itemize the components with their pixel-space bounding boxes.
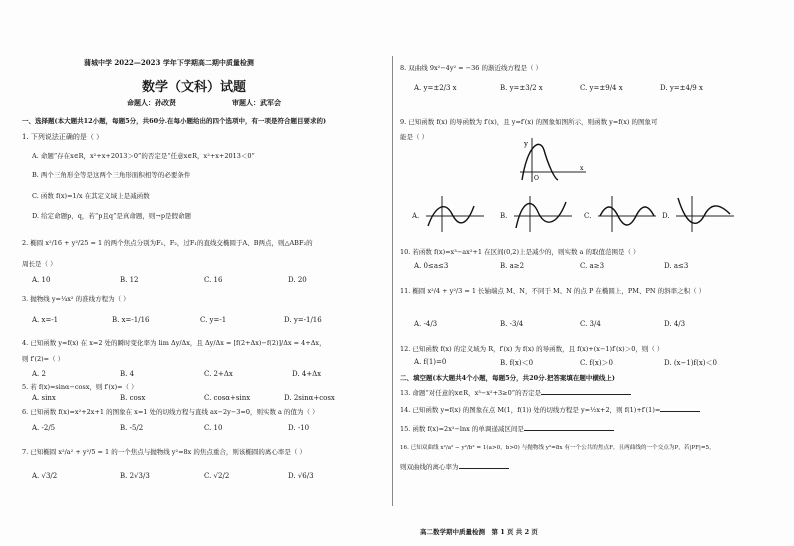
- y-label: y: [524, 140, 528, 148]
- x-label: x: [580, 165, 584, 172]
- q1-option-a: A. 命题“存在x∈R，x²+x+2013＞0”的否定是“任意x∈R，x²+x+2013＜0”: [32, 152, 255, 160]
- q10-option-b: B. a≥2: [500, 262, 525, 270]
- q5-stem: 5. 若 f(x)=sinα−cosx，则 f′(x)=（ ）: [22, 383, 138, 391]
- q1-option-c: C. 函数 f(x)=1/x 在其定义域上是减函数: [32, 192, 150, 200]
- q8-option-a: A. y=±2/3 x: [414, 84, 457, 92]
- q16-line1: 16. 已知双曲线 x²/a² − y²/b² = 1(a>0，b>0) 与抛物线 y²=8x 有一个公共的焦点F，且两曲线的一个交点为P，若|PF|=5，: [400, 445, 715, 451]
- q2-option-d: D. 20: [288, 276, 307, 284]
- q11-option-b: B. -3/4: [500, 320, 524, 328]
- q9-graph-d: [672, 194, 738, 234]
- q1-option-d: D. 给定命题p，q，若“p且q”是真命题，则¬p是假命题: [32, 212, 192, 220]
- q11-option-c: C. 3/4: [580, 320, 601, 328]
- q3-option-d: D. y=-1/16: [284, 316, 322, 324]
- q4-option-c: C. 2+Δx: [204, 370, 233, 378]
- q8-option-d: D. y=±4/9 x: [660, 84, 703, 92]
- q5-option-b: B. cosx: [120, 394, 146, 402]
- q6-option-a: A. -2/5: [32, 424, 56, 432]
- q9-graph-b: [510, 194, 576, 234]
- q2-option-c: C. 16: [204, 276, 223, 284]
- school-title: 蒲城中学 2022—2023 学年下学期高二期中质量检测: [84, 58, 254, 67]
- q9-option-b: B.: [500, 212, 508, 220]
- q12-option-c: C. f(x)＞0: [580, 359, 614, 367]
- q5-option-c: C. cosα+sinx: [204, 394, 251, 402]
- q3-option-b: B. x=-1/16: [112, 316, 150, 324]
- q12-option-b: B. f(x)＜0: [500, 359, 534, 367]
- q2-stem-2: 周长是（ ）: [22, 260, 57, 268]
- q4-option-d: D. 4+Δx: [292, 370, 322, 378]
- column-divider: [392, 56, 393, 506]
- q11-option-d: D. 4/3: [664, 320, 686, 328]
- q16-line2: 则双曲线的离心率为: [400, 462, 509, 471]
- q9-option-d: D.: [662, 212, 670, 220]
- q9-graph-a: [422, 194, 488, 234]
- q5-option-a: A. sinx: [32, 394, 56, 402]
- q3-stem: 3. 抛物线 y=¼x² 的准线方程为（ ）: [22, 295, 130, 303]
- origin-label: O: [534, 175, 539, 182]
- q11-stem: 11. 椭圆 x²/4 + y²/3 = 1 长轴端点 M、N，不同于 M、N 的点 P 在椭圆上，PM、PN 的斜率之积（ ）: [400, 287, 706, 295]
- q12-option-d: D. (x−1)f(x)＜0: [664, 359, 717, 367]
- q4-stem-2: 则 f′(2)=（ ）: [22, 355, 65, 363]
- q10-option-d: D. a≤3: [664, 262, 689, 270]
- q2-option-b: B. 12: [120, 276, 139, 284]
- q2-stem: 2. 椭圆 x²/16 + y²/25 = 1 的两个焦点分别为F₁、F₂，过F₁的直线交椭圆于A、B两点，则△ABF₂的: [22, 239, 313, 247]
- q10-option-c: C. a≥3: [580, 262, 605, 270]
- page-footer: 高二数学期中质量检测 第 1 页 共 2 页: [420, 528, 538, 536]
- q9-option-c: C.: [584, 212, 592, 220]
- section-choice-title: 一、选择题(本大题共12小题，每题5分，共60分.在每小题给出的四个选项中，有一项是符合题目要求的): [22, 117, 327, 125]
- q9-option-a: A.: [412, 212, 420, 220]
- q7-option-b: B. 2√3/3: [120, 472, 150, 480]
- q7-stem: 7. 已知椭圆 x²/a² + y²/5 = 1 的一个焦点与抛物线 y²=8x 的焦点重合，则该椭圆的离心率是（ ）: [22, 448, 306, 456]
- q12-option-a: A. f(1)=0: [414, 358, 447, 366]
- q6-option-c: C. 10: [204, 424, 223, 432]
- q6-option-b: B. -5/2: [120, 424, 144, 432]
- q13-stem: 13. 命题“对任意的x∈R，x³−x²+3≥0”的否定是: [400, 388, 631, 397]
- q2-option-a: A. 10: [32, 276, 51, 284]
- q1-stem: 1. 下列说法正确的是（ ）: [22, 133, 104, 141]
- reviewer: 审题人：武军会: [232, 98, 281, 107]
- q15-stem: 15. 函数 f(x)=2x²−lnx 的单调递减区间是: [400, 424, 614, 433]
- q12-stem: 12. 已知函数 f(x) 的定义域为 R，f′(x) 为 f(x) 的导函数，且 f(x)+(x−1)f′(x)＞0，则（ ）: [400, 345, 664, 353]
- q8-option-c: C. y=±9/4 x: [580, 84, 623, 92]
- q8-option-b: B. y=±3/2 x: [500, 84, 543, 92]
- q11-option-a: A. -4/3: [414, 320, 438, 328]
- q6-option-d: D. -10: [288, 424, 310, 432]
- q5-option-d: D. 2sinα+cosx: [284, 394, 335, 402]
- q10-option-a: A. 0≤a≤3: [414, 262, 449, 270]
- q7-option-a: A. √3/2: [32, 472, 58, 480]
- q6-stem: 6. 已知函数 f(x)=x²+2x+1 的图象在 x=1 处的切线方程与直线 ax−2y−3=0，则实数 a 的值为（ ）: [22, 408, 319, 416]
- q14-stem: 14. 已知函数 y=f(x) 的图象在点 M(1，f(1)) 处的切线方程是 y=½x+2，则 f(1)+f′(1)=: [400, 405, 700, 414]
- q7-option-c: C. √2/2: [204, 472, 230, 480]
- subject-title: 数学（文科）试题: [142, 80, 247, 95]
- q4-option-b: B. 4: [120, 370, 135, 378]
- q4-stem: 4. 已知函数 y=f(x) 在 x=2 处的瞬时变化率为 lim Δy/Δx，且 Δy/Δx = [f(2+Δx)−f(2)]/Δx = 4+Δx，: [22, 339, 326, 347]
- section-fill-title: 二、填空题(本大题共4个小题，每题5分，共20分.把答案填在题中横线上): [400, 374, 616, 382]
- q7-option-d: D. √6/3: [288, 472, 314, 480]
- derivative-graph: [510, 134, 590, 184]
- q8-stem: 8. 双曲线 9x²−4y² = −36 的渐近线方程是（ ）: [400, 64, 543, 72]
- q3-option-a: A. x=-1: [32, 316, 59, 324]
- q9-stem: 9. 已知函数 f(x) 的导函数为 f′(x)，且 y=f′(x) 的图象如图所示，则函数 y=f(x) 的图象可: [400, 118, 658, 126]
- q9-stem-2: 能是（ ）: [400, 133, 429, 141]
- q9-graph-c: [594, 194, 660, 234]
- q1-option-b: B. 两个三角形全等是这两个三角形面积相等的必要条件: [32, 171, 191, 179]
- q4-option-a: A. 2: [32, 370, 46, 378]
- proposer: 命题人：孙改贤: [127, 98, 176, 107]
- q10-stem: 10. 若函数 f(x)=x³−ax²+1 在区间(0,2)上是减少的，则实数 a 的取值范围是（ ）: [400, 248, 640, 256]
- q3-option-c: C. y=-1: [200, 316, 227, 324]
